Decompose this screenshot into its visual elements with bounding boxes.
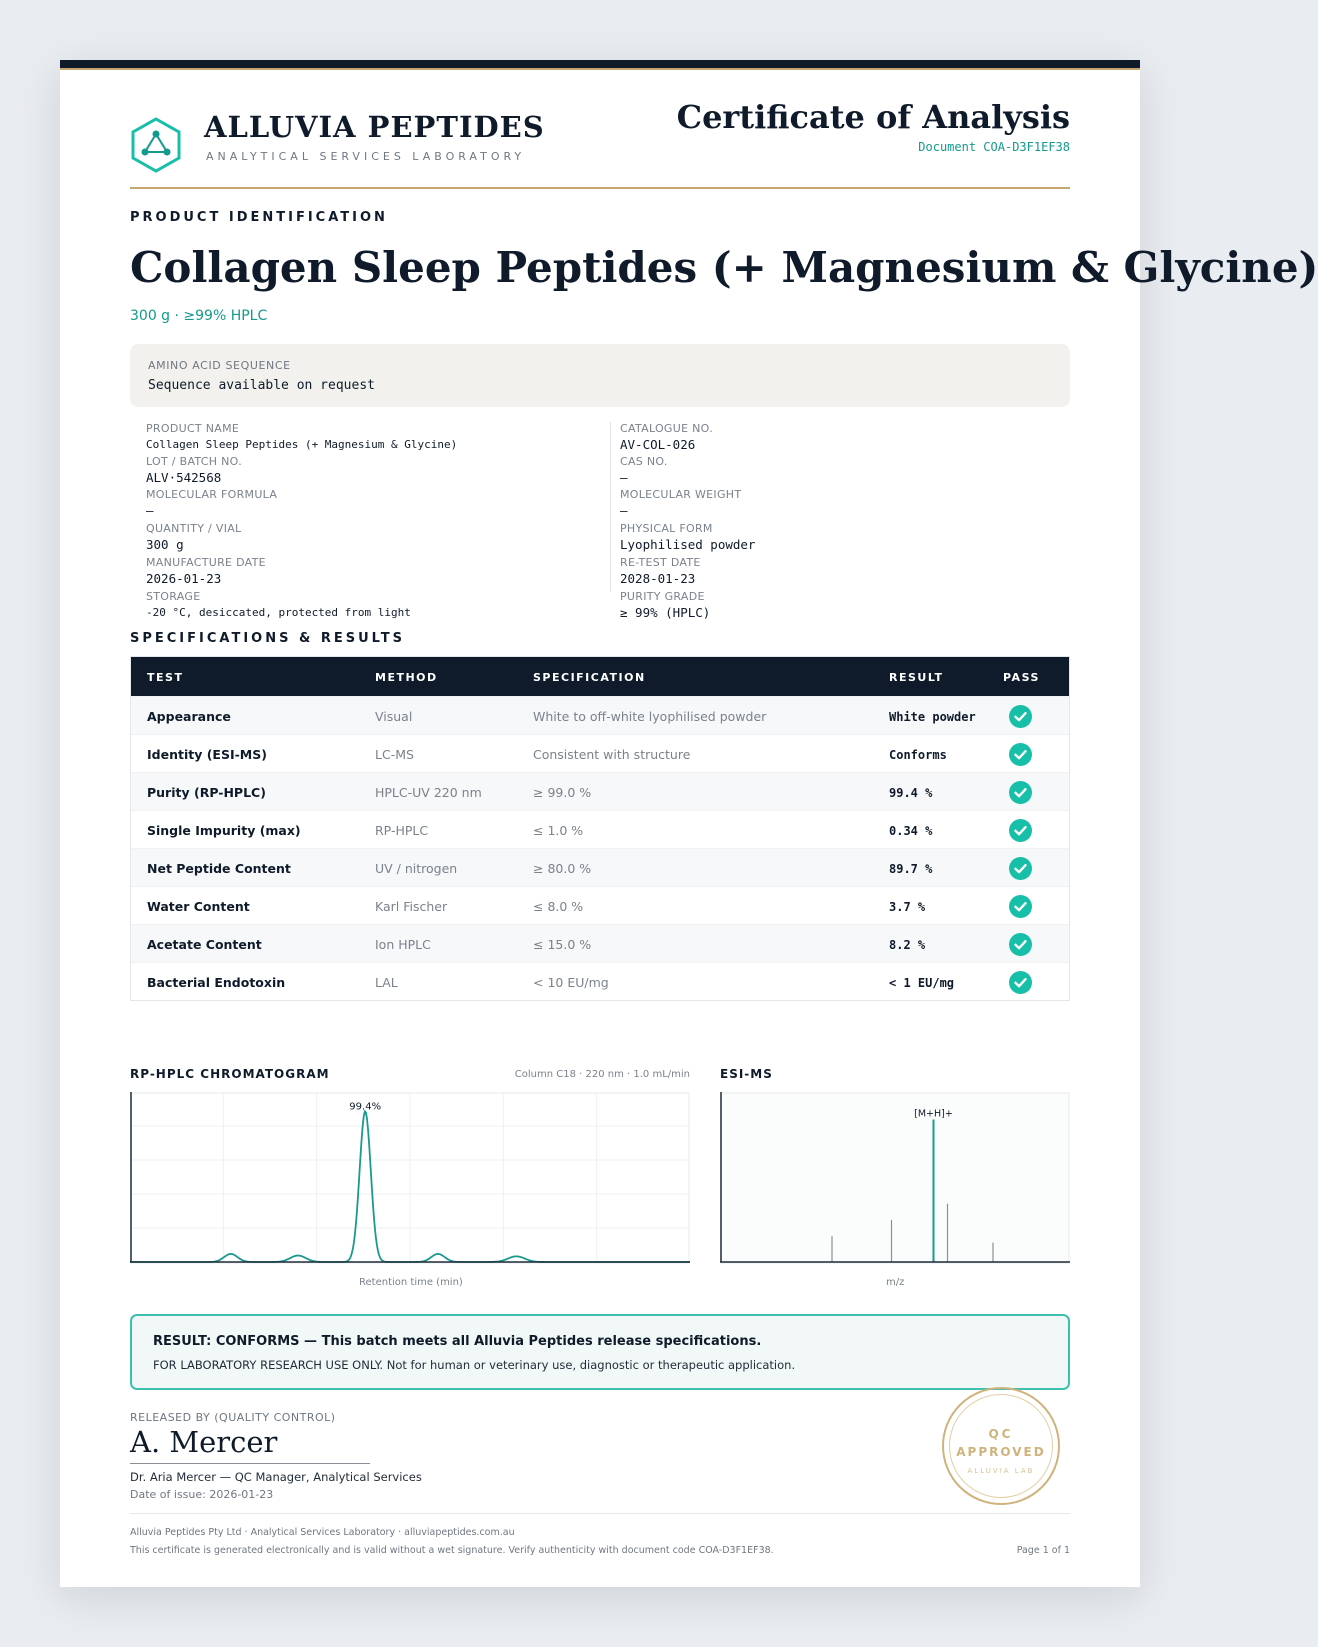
method-cell: Ion HPLC bbox=[375, 937, 431, 952]
field-product-name bbox=[146, 422, 457, 453]
field-label: STORAGE bbox=[146, 590, 201, 603]
table-header bbox=[131, 657, 1069, 696]
signer-name: Dr. Aria Mercer — QC Manager, Analytical Services bbox=[130, 1470, 422, 1484]
field-label: PRODUCT NAME bbox=[146, 422, 240, 435]
released-by-label: RELEASED BY (QUALITY CONTROL) bbox=[130, 1411, 336, 1424]
table-row bbox=[131, 772, 1069, 810]
issue-date: Date of issue: 2026-01-23 bbox=[130, 1488, 274, 1501]
specification-cell: ≤ 8.0 % bbox=[533, 899, 584, 914]
column-header-test: TEST bbox=[147, 671, 184, 684]
result-cell: Conforms bbox=[889, 748, 947, 762]
certificate-sheet bbox=[60, 60, 1318, 1587]
research-use-notice: FOR LABORATORY RESEARCH USE ONLY. Not for human or veterinary use, diagnostic or therapeutic application. bbox=[153, 1358, 796, 1372]
pass-check-icon bbox=[1009, 971, 1032, 994]
method-cell: RP-HPLC bbox=[375, 823, 429, 838]
specification-cell: ≤ 1.0 % bbox=[533, 823, 584, 838]
field-value: 300 g bbox=[146, 537, 184, 552]
pass-check-icon bbox=[1009, 819, 1032, 842]
column-header-specification: SPECIFICATION bbox=[533, 671, 646, 684]
brand-subtitle: ANALYTICAL SERVICES LABORATORY bbox=[206, 150, 526, 163]
table-row bbox=[131, 810, 1069, 848]
footer-divider bbox=[130, 1513, 1070, 1514]
field-purity-grade bbox=[620, 590, 710, 621]
column-header-pass: PASS bbox=[1003, 671, 1040, 684]
main-peak-label: 99.4% bbox=[349, 1101, 382, 1113]
stamp-text-approved: APPROVED bbox=[956, 1445, 1046, 1459]
stamp-text-qc: QC bbox=[988, 1427, 1014, 1441]
method-cell: Visual bbox=[375, 709, 413, 724]
field-label: PHYSICAL FORM bbox=[620, 522, 713, 535]
result-cell: White powder bbox=[889, 710, 976, 724]
specification-cell: ≥ 80.0 % bbox=[533, 861, 592, 876]
field-label: CATALOGUE NO. bbox=[620, 422, 713, 435]
signature-line bbox=[130, 1463, 370, 1464]
result-cell: < 1 EU/mg bbox=[889, 976, 955, 990]
field-value: — bbox=[620, 503, 628, 518]
footer-company: Alluvia Peptides Pty Ltd · Analytical Services Laboratory · alluviapeptides.com.au bbox=[130, 1527, 515, 1538]
result-cell: 89.7 % bbox=[889, 862, 933, 876]
hplc-chart-note: Column C18 · 220 nm · 1.0 mL/min bbox=[514, 1069, 690, 1080]
table-body bbox=[131, 696, 1069, 1000]
field-value: ≥ 99% (HPLC) bbox=[620, 605, 711, 620]
method-cell: Karl Fischer bbox=[375, 899, 448, 914]
esi-ms-spectrum-chart bbox=[720, 1092, 1070, 1264]
product-identification-heading: PRODUCT IDENTIFICATION bbox=[130, 210, 388, 225]
fields-divider bbox=[610, 422, 611, 592]
signature: A. Mercer bbox=[130, 1425, 278, 1459]
esi-ms-chart-title: ESI-MS bbox=[720, 1067, 773, 1081]
field-value: — bbox=[146, 503, 154, 518]
table-row bbox=[131, 848, 1069, 886]
method-cell: LAL bbox=[375, 975, 398, 990]
column-header-method: METHOD bbox=[375, 671, 438, 684]
pass-check-icon bbox=[1009, 705, 1032, 728]
column-header-result: RESULT bbox=[889, 671, 944, 684]
test-cell: Appearance bbox=[147, 709, 231, 724]
sequence-value: Sequence available on request bbox=[148, 378, 375, 393]
result-cell: 8.2 % bbox=[889, 938, 926, 952]
specification-cell: White to off-white lyophilised powder bbox=[533, 709, 767, 724]
test-cell: Water Content bbox=[147, 899, 250, 914]
brand-name: ALLUVIA PEPTIDES bbox=[204, 110, 545, 144]
specifications-heading: SPECIFICATIONS & RESULTS bbox=[130, 631, 406, 646]
stamp-text-lab: ALLUVIA LAB bbox=[967, 1467, 1035, 1475]
specification-cell: < 10 EU/mg bbox=[533, 975, 609, 990]
hplc-x-axis-label: Retention time (min) bbox=[359, 1277, 463, 1288]
ms-x-axis-label: m/z bbox=[886, 1277, 905, 1288]
product-fields bbox=[146, 422, 1070, 620]
pass-check-icon bbox=[1009, 743, 1032, 766]
product-subtitle: 300 g · ≥99% HPLC bbox=[130, 308, 268, 324]
field-physical-form bbox=[620, 522, 755, 553]
table-row bbox=[131, 696, 1069, 734]
table-row bbox=[131, 962, 1069, 1000]
method-cell: UV / nitrogen bbox=[375, 861, 458, 876]
field-storage bbox=[146, 590, 411, 621]
field-retest-date bbox=[620, 556, 701, 587]
test-cell: Purity (RP-HPLC) bbox=[147, 785, 266, 800]
field-value: Lyophilised powder bbox=[620, 537, 756, 552]
table-row bbox=[131, 734, 1069, 772]
field-lot-number bbox=[146, 455, 242, 486]
table-row bbox=[131, 886, 1069, 924]
test-cell: Single Impurity (max) bbox=[147, 823, 301, 838]
field-manufacture-date bbox=[146, 556, 266, 587]
field-value: -20 °C, desiccated, protected from light bbox=[146, 606, 411, 619]
result-cell: 99.4 % bbox=[889, 786, 933, 800]
field-value: Collagen Sleep Peptides (+ Magnesium & Glycine) bbox=[146, 438, 458, 451]
result-cell: 3.7 % bbox=[889, 900, 926, 914]
field-label: QUANTITY / VIAL bbox=[146, 522, 242, 535]
field-label: LOT / BATCH NO. bbox=[146, 455, 242, 468]
table-row bbox=[131, 924, 1069, 962]
certificate-content bbox=[130, 60, 1318, 1587]
field-label: MANUFACTURE DATE bbox=[146, 556, 266, 569]
specification-cell: ≥ 99.0 % bbox=[533, 785, 592, 800]
field-catalogue-number bbox=[620, 422, 713, 453]
result-cell: 0.34 % bbox=[889, 824, 933, 838]
test-cell: Bacterial Endotoxin bbox=[147, 975, 286, 990]
pass-check-icon bbox=[1009, 857, 1032, 880]
field-value: 2026-01-23 bbox=[146, 571, 222, 586]
qc-approved-stamp bbox=[942, 1387, 1060, 1505]
field-molecular-formula bbox=[146, 488, 277, 519]
hexagon-molecule-logo-icon bbox=[130, 116, 182, 174]
field-quantity bbox=[146, 522, 242, 553]
pass-check-icon bbox=[1009, 781, 1032, 804]
field-value: ALV·542568 bbox=[146, 470, 222, 485]
chart-background bbox=[721, 1093, 1069, 1263]
product-title: Collagen Sleep Peptides (+ Magnesium & Glycine) bbox=[130, 243, 1318, 292]
hplc-chart-title: RP-HPLC CHROMATOGRAM bbox=[130, 1067, 330, 1081]
document-code: Document COA-D3F1EF38 bbox=[918, 140, 1070, 154]
field-value: 2028-01-23 bbox=[620, 571, 696, 586]
specification-cell: ≤ 15.0 % bbox=[533, 937, 592, 952]
field-label: MOLECULAR WEIGHT bbox=[620, 488, 742, 501]
field-label: PURITY GRADE bbox=[620, 590, 705, 603]
field-label: RE-TEST DATE bbox=[620, 556, 701, 569]
field-label: MOLECULAR FORMULA bbox=[146, 488, 278, 501]
hplc-chromatogram-chart bbox=[130, 1092, 690, 1264]
header-divider bbox=[130, 187, 1070, 189]
field-molecular-weight bbox=[620, 488, 741, 519]
ms-main-peak-label: [M+H]+ bbox=[914, 1108, 953, 1120]
pass-check-icon bbox=[1009, 895, 1032, 918]
method-cell: HPLC-UV 220 nm bbox=[375, 785, 482, 800]
field-value: — bbox=[620, 470, 628, 485]
conclusion-result: RESULT: CONFORMS — This batch meets all Alluvia Peptides release specifications. bbox=[153, 1334, 762, 1349]
pass-check-icon bbox=[1009, 933, 1032, 956]
specification-cell: Consistent with structure bbox=[533, 747, 691, 762]
method-cell: LC-MS bbox=[375, 747, 414, 762]
test-cell: Identity (ESI-MS) bbox=[147, 747, 267, 762]
field-label: CAS NO. bbox=[620, 455, 668, 468]
field-value: AV-COL-026 bbox=[620, 437, 696, 452]
page-number: Page 1 of 1 bbox=[1016, 1545, 1070, 1556]
footer-validity-note: This certificate is generated electronically and is valid without a wet signature. Verify authenticity with document code COA-D3F1EF38. bbox=[130, 1545, 774, 1556]
conclusion-box bbox=[130, 1314, 1070, 1390]
field-cas-number bbox=[620, 455, 668, 486]
sequence-label: AMINO ACID SEQUENCE bbox=[148, 359, 291, 372]
certificate-title: Certificate of Analysis bbox=[676, 98, 1070, 136]
test-cell: Net Peptide Content bbox=[147, 861, 291, 876]
specifications-table bbox=[130, 656, 1070, 1001]
test-cell: Acetate Content bbox=[147, 937, 262, 952]
sequence-box bbox=[130, 344, 1070, 407]
